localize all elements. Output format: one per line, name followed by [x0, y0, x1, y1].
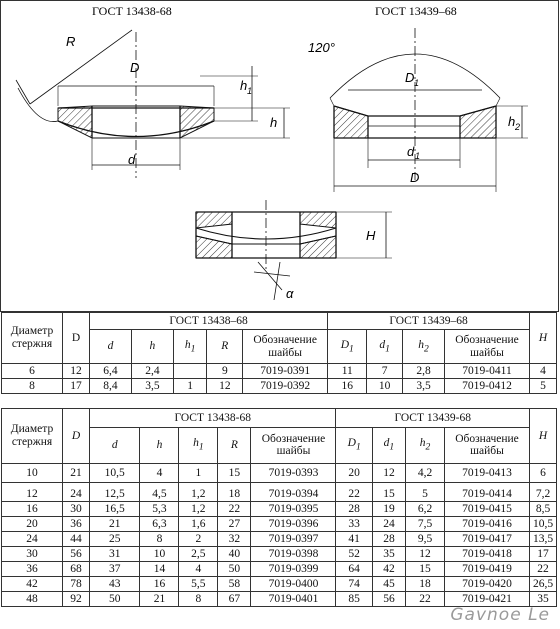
header-designation-2: Обозначение шайбы [445, 427, 530, 463]
table-cell: 74 [336, 577, 372, 592]
table-cell: 9,5 [406, 532, 445, 547]
table-cell: 56 [63, 547, 90, 562]
label-h1: h [240, 78, 248, 93]
table-cell: 12 [63, 364, 90, 379]
table-cell: 7 [367, 364, 403, 379]
table-cell: 45 [372, 577, 405, 592]
table-cell: 42 [372, 562, 405, 577]
header-gost-13439: ГОСТ 13439-68 [336, 409, 530, 428]
table-cell: 40 [218, 547, 251, 562]
table-cell: 42 [2, 577, 63, 592]
table-cell: 16,5 [90, 502, 140, 517]
table-cell: 7019-0418 [445, 547, 530, 562]
label-H: H [366, 228, 376, 243]
table-cell: 68 [63, 562, 90, 577]
label-D1-sub: 1 [414, 78, 420, 88]
table-cell: 56 [372, 592, 405, 607]
table-cell: 7019-0415 [445, 502, 530, 517]
table-cell: 4,5 [140, 483, 179, 502]
table-cell: 15 [218, 464, 251, 483]
dimensions-table-large [1, 408, 557, 607]
label-h2-sub: 2 [515, 122, 521, 132]
table-cell: 12,5 [90, 483, 140, 502]
table-cell: 4 [140, 464, 179, 483]
table-cell: 6,4 [90, 364, 132, 379]
table-cell [173, 364, 207, 379]
table-cell: 30 [2, 547, 63, 562]
watermark: Gavnoe Le [450, 605, 550, 625]
table-cell: 7019-0394 [251, 483, 336, 502]
table-cell: 7019-0391 [243, 364, 328, 379]
table-cell: 18 [218, 483, 251, 502]
header-designation-2: Обозначение шайбы [445, 330, 530, 364]
table-cell: 7019-0401 [251, 592, 336, 607]
header-d1: $d_1$ [372, 427, 405, 463]
table-row [2, 547, 557, 562]
table-cell: 35 [530, 592, 557, 607]
table-cell: 10 [140, 547, 179, 562]
table-cell: 64 [336, 562, 372, 577]
title-gost-13439: ГОСТ 13439–68 [375, 4, 457, 18]
table-cell: 20 [336, 464, 372, 483]
table-row [2, 517, 557, 532]
table-cell: 1 [173, 379, 207, 394]
table-cell: 7019-0398 [251, 547, 336, 562]
header-rod-diameter: Диаметр стержня [2, 409, 63, 464]
table-cell: 17 [530, 547, 557, 562]
label-h: h [270, 115, 278, 130]
table-cell: 92 [63, 592, 90, 607]
technical-drawing [0, 0, 560, 312]
header-R: R [207, 330, 243, 364]
header-designation-1: Обозначение шайбы [243, 330, 328, 364]
table-cell: 7019-0421 [445, 592, 530, 607]
table-cell: 27 [218, 517, 251, 532]
table-cell: 20 [2, 517, 63, 532]
header-h: h [131, 330, 173, 364]
table-cell: 1,2 [179, 483, 218, 502]
label-d: d [128, 152, 136, 167]
table-cell: 7,2 [530, 483, 557, 502]
table-cell: 26,5 [530, 577, 557, 592]
table-cell: 43 [90, 577, 140, 592]
table-cell: 14 [140, 562, 179, 577]
table-cell: 33 [336, 517, 372, 532]
header-d: d [90, 330, 132, 364]
table-cell: 18 [406, 577, 445, 592]
table-row [2, 483, 557, 502]
table-cell: 10,5 [530, 517, 557, 532]
title-gost-13438: ГОСТ 13438-68 [92, 4, 172, 18]
table-cell: 19 [372, 502, 405, 517]
header-H: H [530, 313, 557, 364]
header-h1: $h_1$ [179, 427, 218, 463]
header-d1: $d_1$ [367, 330, 403, 364]
header-h: h [140, 427, 179, 463]
header-h2: $h_2$ [403, 330, 445, 364]
table-cell: 85 [336, 592, 372, 607]
header-D: D [63, 313, 90, 364]
table-cell: 3,5 [403, 379, 445, 394]
table-cell: 5,3 [140, 502, 179, 517]
table-cell: 8 [179, 592, 218, 607]
table-cell: 5 [530, 379, 557, 394]
table-cell: 41 [336, 532, 372, 547]
table-cell: 30 [63, 502, 90, 517]
table-cell: 13,5 [530, 532, 557, 547]
table-cell: 4 [179, 562, 218, 577]
label-alpha: α [286, 286, 294, 301]
table-cell: 8 [2, 379, 63, 394]
table-cell: 36 [63, 517, 90, 532]
table-cell: 21 [90, 517, 140, 532]
table-cell: 12 [207, 379, 243, 394]
table-cell: 24 [2, 532, 63, 547]
header-D1: $D_1$ [336, 427, 372, 463]
table-cell: 7019-0413 [445, 464, 530, 483]
table-cell: 1,6 [179, 517, 218, 532]
table-cell: 7019-0400 [251, 577, 336, 592]
header-D: D [63, 409, 90, 464]
table-cell: 4,2 [406, 464, 445, 483]
table-cell: 7019-0412 [445, 379, 530, 394]
header-designation-1: Обозначение шайбы [251, 427, 336, 463]
label-h2: h [508, 114, 516, 129]
table-cell: 3,5 [131, 379, 173, 394]
table-cell: 15 [372, 483, 405, 502]
table-cell: 2,8 [403, 364, 445, 379]
table-cell: 67 [218, 592, 251, 607]
table-cell: 15 [406, 562, 445, 577]
table-cell: 7019-0417 [445, 532, 530, 547]
table-cell: 32 [218, 532, 251, 547]
label-h1-sub: 1 [247, 86, 253, 96]
table-cell: 7019-0411 [445, 364, 530, 379]
table-cell: 6 [530, 464, 557, 483]
table-cell: 11 [328, 364, 367, 379]
table-cell: 37 [90, 562, 140, 577]
table-row [2, 532, 557, 547]
table-cell: 17 [63, 379, 90, 394]
table-cell: 44 [63, 532, 90, 547]
table-cell: 7019-0392 [243, 379, 328, 394]
table-cell: 22 [336, 483, 372, 502]
table-cell: 24 [63, 483, 90, 502]
table-cell: 1 [179, 464, 218, 483]
table-cell: 22 [530, 562, 557, 577]
table-cell: 58 [218, 577, 251, 592]
header-rod-diameter: Диаметр стержня [2, 313, 63, 364]
label-d1: d [407, 144, 415, 159]
label-D: D [130, 60, 140, 75]
table-cell: 7019-0419 [445, 562, 530, 577]
table-cell: 9 [207, 364, 243, 379]
table-cell: 7019-0396 [251, 517, 336, 532]
table-row [2, 577, 557, 592]
table-cell: 7019-0416 [445, 517, 530, 532]
table-cell: 7019-0399 [251, 562, 336, 577]
table-cell: 7,5 [406, 517, 445, 532]
table-cell: 16 [140, 577, 179, 592]
table-cell: 5 [406, 483, 445, 502]
table-cell: 2,4 [131, 364, 173, 379]
header-h1: $h_1$ [173, 330, 207, 364]
table-cell: 36 [2, 562, 63, 577]
table-cell: 12 [406, 547, 445, 562]
table-cell: 6,2 [406, 502, 445, 517]
label-angle: 120° [308, 40, 335, 55]
table-cell: 52 [336, 547, 372, 562]
header-H: H [530, 409, 557, 464]
table-cell: 6 [2, 364, 63, 379]
table-cell: 2,5 [179, 547, 218, 562]
table-cell: 6,3 [140, 517, 179, 532]
table-cell: 10 [367, 379, 403, 394]
label-D-right: D [410, 170, 420, 185]
table-large-body [2, 464, 557, 607]
table-cell: 10,5 [90, 464, 140, 483]
table-cell: 8 [140, 532, 179, 547]
label-D1: D [405, 70, 415, 85]
header-R: R [218, 427, 251, 463]
table-cell: 12 [2, 483, 63, 502]
table-cell: 21 [63, 464, 90, 483]
table-row [2, 562, 557, 577]
table-cell: 35 [372, 547, 405, 562]
table-cell: 31 [90, 547, 140, 562]
header-gost-13439: ГОСТ 13439–68 [328, 313, 530, 330]
header-gost-13438: ГОСТ 13438-68 [90, 409, 336, 428]
washer-assembly-drawing [196, 200, 392, 300]
table-cell: 24 [372, 517, 405, 532]
header-d: d [90, 427, 140, 463]
table-cell: 22 [406, 592, 445, 607]
table-cell: 4 [530, 364, 557, 379]
table-cell: 2 [179, 532, 218, 547]
table-small-body [2, 364, 557, 394]
table-cell: 8,4 [90, 379, 132, 394]
conical-washer-drawing [330, 28, 528, 192]
table-cell: 12 [372, 464, 405, 483]
table-cell: 7019-0397 [251, 532, 336, 547]
table-cell: 28 [336, 502, 372, 517]
table-cell: 1,2 [179, 502, 218, 517]
table-cell: 28 [372, 532, 405, 547]
table-row [2, 502, 557, 517]
header-h2: $h_2$ [406, 427, 445, 463]
table-row [2, 379, 557, 394]
label-d1-sub: 1 [415, 151, 421, 161]
table-row [2, 464, 557, 483]
table-row [2, 364, 557, 379]
table-cell: 8,5 [530, 502, 557, 517]
table-cell: 7019-0393 [251, 464, 336, 483]
label-R: R [66, 34, 76, 49]
table-cell: 22 [218, 502, 251, 517]
table-cell: 21 [140, 592, 179, 607]
table-cell: 16 [328, 379, 367, 394]
table-cell: 7019-0420 [445, 577, 530, 592]
table-cell: 7019-0414 [445, 483, 530, 502]
table-cell: 50 [90, 592, 140, 607]
table-cell: 50 [218, 562, 251, 577]
table-cell: 5,5 [179, 577, 218, 592]
header-D1: $D_1$ [328, 330, 367, 364]
table-cell: 10 [2, 464, 63, 483]
dimensions-table-small [1, 312, 557, 394]
table-cell: 7019-0395 [251, 502, 336, 517]
spherical-washer-drawing [16, 30, 290, 178]
table-cell: 48 [2, 592, 63, 607]
header-gost-13438: ГОСТ 13438–68 [90, 313, 328, 330]
table-cell: 25 [90, 532, 140, 547]
table-cell: 78 [63, 577, 90, 592]
table-cell: 16 [2, 502, 63, 517]
